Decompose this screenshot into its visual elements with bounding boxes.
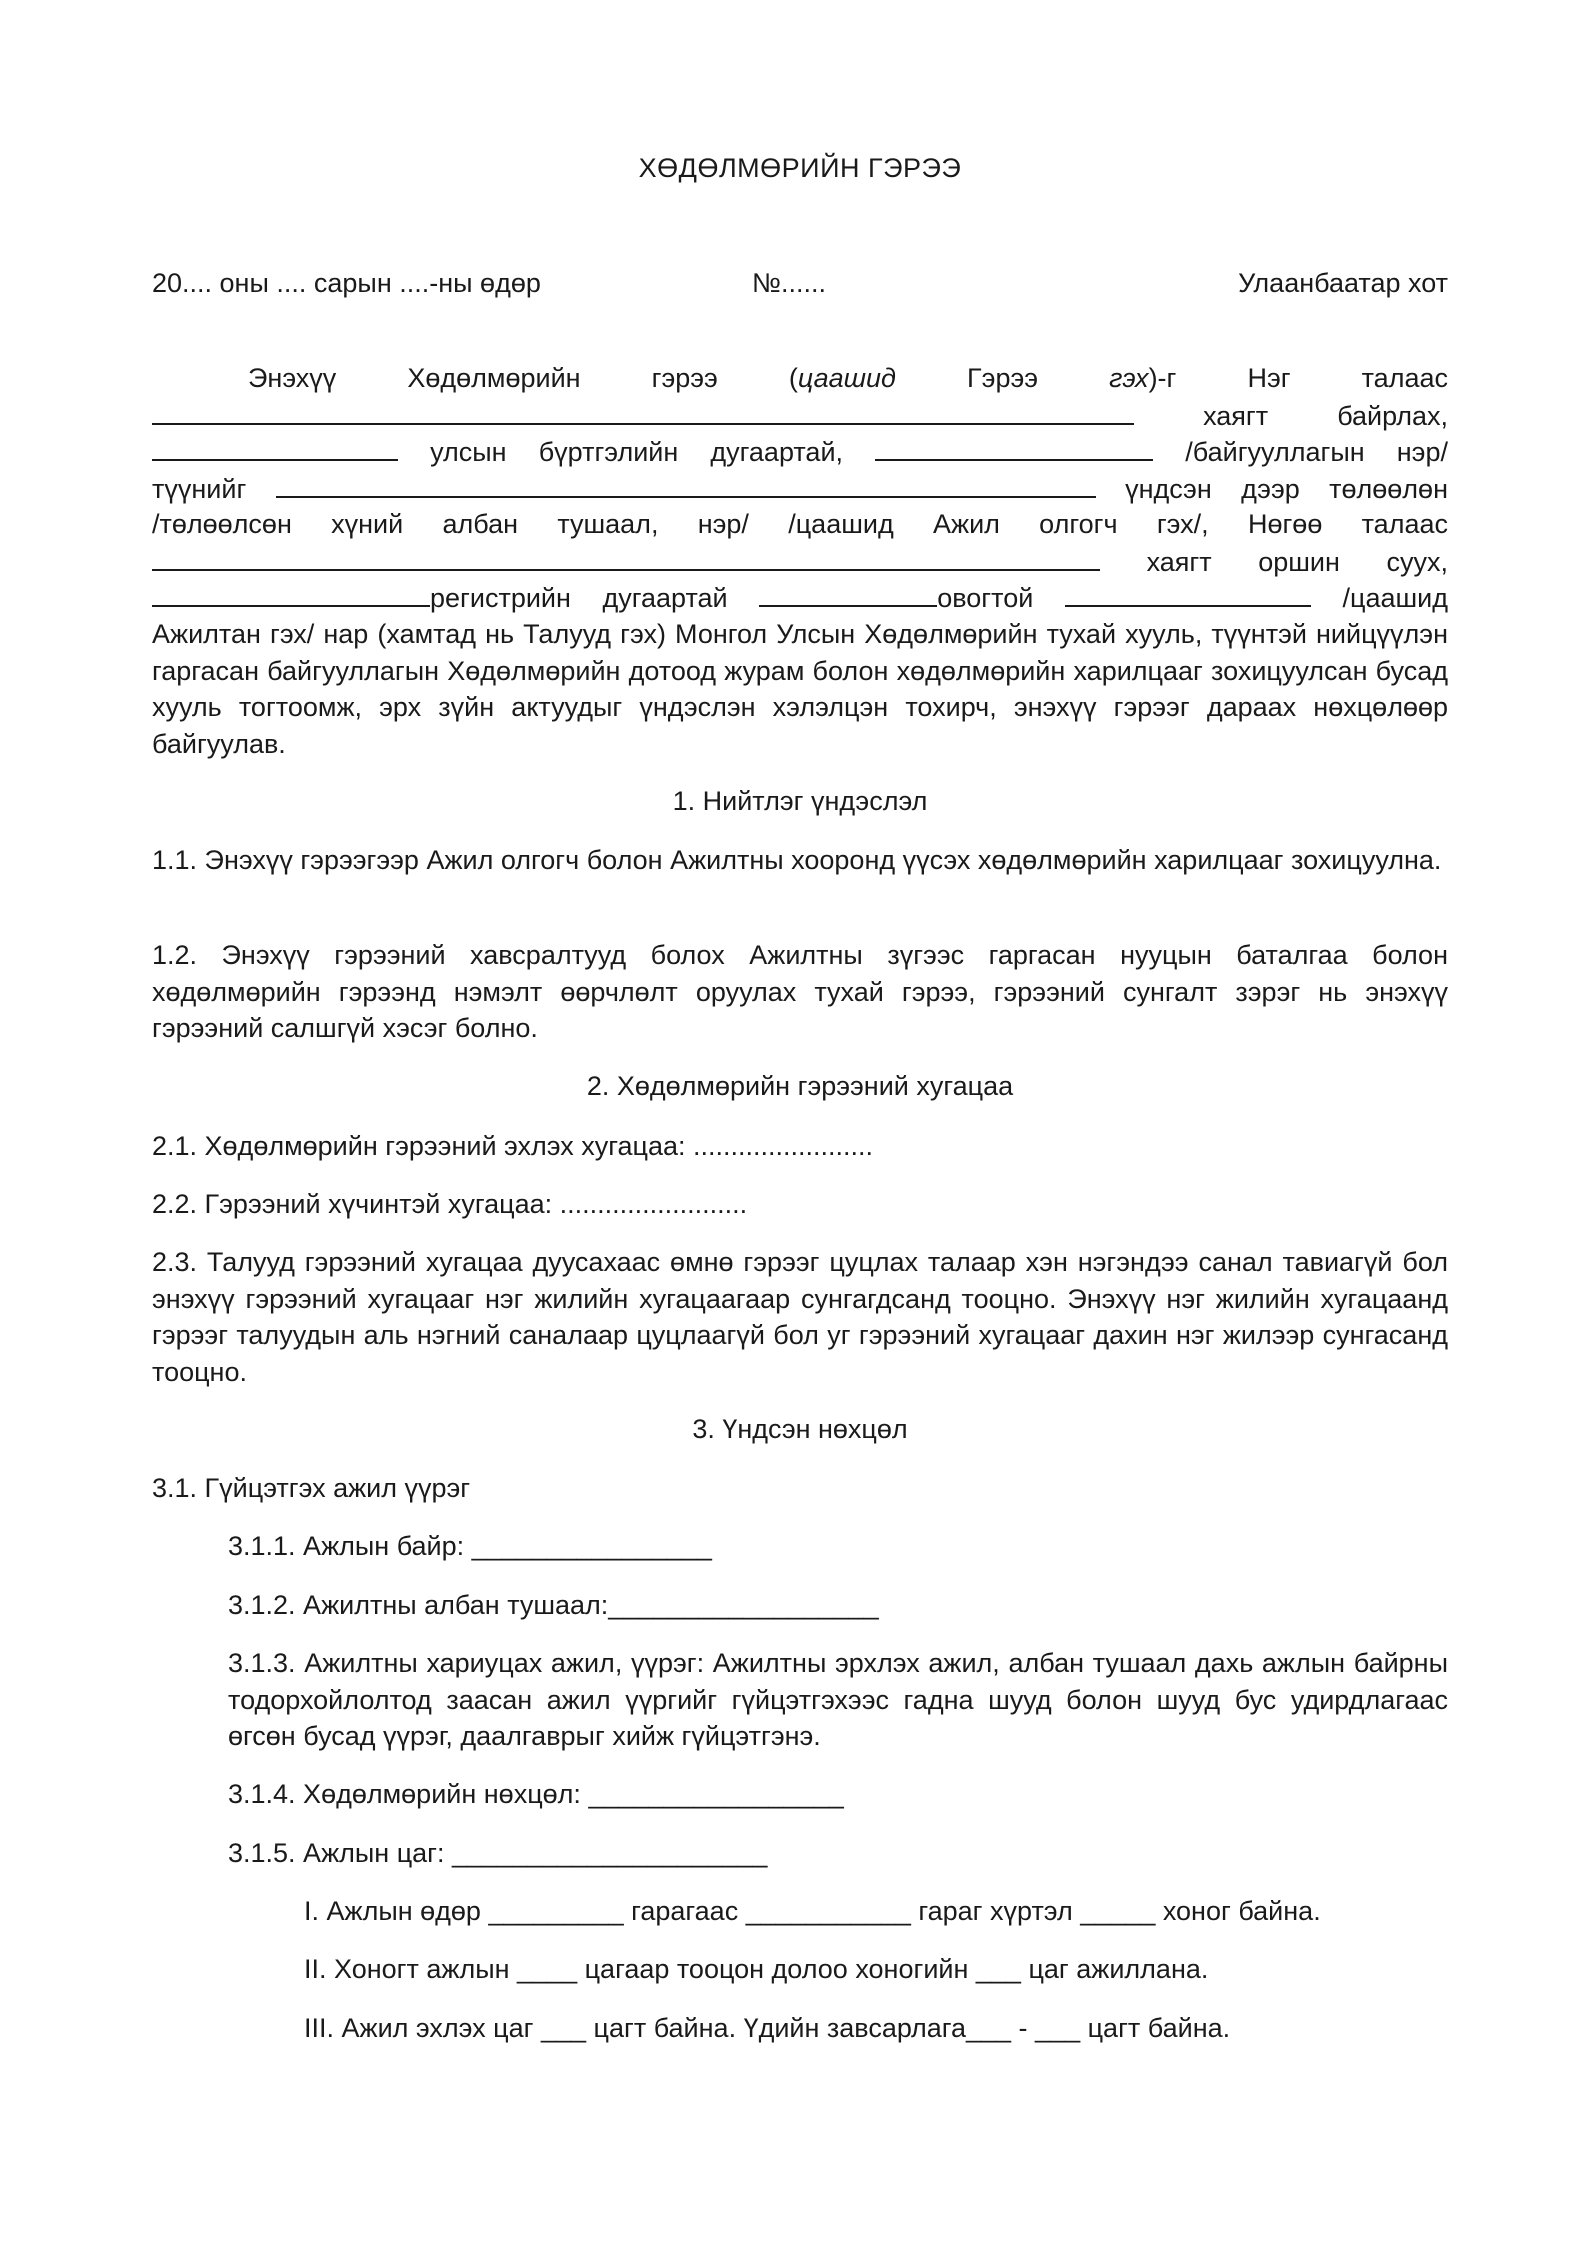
work-hours-item-ii: II. Хоногт ажлын ____ цагаар тооцон долоо хоногийн ___ цаг ажиллана. — [304, 1954, 1209, 1984]
registration-blank[interactable] — [152, 433, 398, 461]
clause-3-1-2: 3.1.2. Ажилтны албан тушаал:__________________ — [228, 1590, 879, 1620]
intro-line-5: /төлөөлсөн хүний албан тушаал, нэр/ /цаашид Ажил олгогч гэх/, Нөгөө талаас — [152, 509, 1448, 539]
work-hours-item-iii: III. Ажил эхлэх цаг ___ цагт байна. Үдийн завсарлага___ - ___ цагт байна. — [304, 2013, 1231, 2043]
contract-city: Улаанбаатар хот — [1238, 268, 1448, 298]
section-3-heading: 3. Үндсэн нөхцөл — [692, 1414, 908, 1444]
contract-date: 20.... оны .... сарын ....-ны өдөр — [152, 268, 541, 298]
section-1-heading: 1. Нийтлэг үндэслэл — [672, 786, 928, 816]
intro-line-7: регистрийн дугаартай овогтой /цаашид — [152, 579, 1448, 617]
intro-line-6: хаягт оршин суух, — [152, 543, 1448, 581]
clause-2-3: 2.3. Талууд гэрээний хугацаа дуусахаас өмнө гэрээг цуцлах талаар хэн нэгэндээ санал тавиагүй бол энэхүү гэрээний хугацааг нэг жилийн хугацаагаар сунгагдсанд тооцно. Энэхүү нэг жилийн хугацаанд гэрээг талуудын аль нэгний саналаар цуцлаагүй бол уг гэрээний хугацааг дахин нэг жилээр сунгасанд тооцно. — [152, 1247, 1448, 1387]
register-number-blank[interactable] — [152, 579, 430, 607]
clause-1-2: 1.2. Энэхүү гэрээний хавсралтууд болох Ажилтны зүгээс гаргасан нууцын баталгаа болон хөдөлмөрийн гэрээнд нэмэлт өөрчлөлт оруулах тухай гэрээ, гэрээний сунгалт зэрэг нь энэхүү гэрээний салшгүй хэсэг болно. — [152, 940, 1448, 1044]
clause-3-1-4: 3.1.4. Хөдөлмөрийн нөхцөл: _________________ — [228, 1779, 844, 1809]
clause-2-1: 2.1. Хөдөлмөрийн гэрээний эхлэх хугацаа: ........................ — [152, 1131, 874, 1161]
intro-line-1: Энэхүү Хөдөлмөрийн гэрээ (цаашид Гэрээ гэх)-г Нэг талаас — [248, 363, 1448, 393]
contract-header — [152, 268, 1448, 304]
work-hours-item-i: I. Ажлын өдөр _________ гарагаас ___________ гараг хүртэл _____ хоног байна. — [304, 1896, 1321, 1926]
clause-3-1: 3.1. Гүйцэтгэх ажил үүрэг — [152, 1473, 471, 1503]
section-2-heading: 2. Хөдөлмөрийн гэрээний хугацаа — [586, 1071, 1014, 1101]
basis-blank[interactable] — [276, 470, 1096, 498]
clause-2-2: 2.2. Гэрээний хүчинтэй хугацаа: ......................... — [152, 1189, 748, 1219]
intro-rest: Ажилтан гэх/ нар (хамтад нь Талууд гэх) Монгол Улсын Хөдөлмөрийн тухай хууль, түүнтэй нийцүүлэн гаргасан байгууллагын Хөдөлмөрийн дотоод журам болон хөдөлмөрийн харилцааг зохицуулсан бусад хууль тогтоомж, эрх зүйн актуудыг үндэслэн хэлэлцэн тохирч, энэхүү гэрээг дараах нөхцөлөөр байгуулав. — [152, 619, 1448, 759]
clause-3-1-5: 3.1.5. Ажлын цаг: _____________________ — [228, 1838, 768, 1868]
address-blank[interactable] — [152, 397, 1134, 425]
name-blank[interactable] — [1065, 579, 1311, 607]
intro-line-3: улсын бүртгэлийн дугаартай, /байгууллагын нэр/ — [152, 433, 1448, 471]
employee-address-blank[interactable] — [152, 543, 1100, 571]
intro-line-2: хаягт байрлах, — [152, 397, 1448, 435]
intro-line-4: түүнийг үндсэн дээр төлөөлөн — [152, 470, 1448, 508]
clause-3-1-1: 3.1.1. Ажлын байр: ________________ — [228, 1531, 712, 1561]
surname-blank[interactable] — [759, 579, 937, 607]
document-title: ХӨДӨЛМӨРИЙН ГЭРЭЭ — [638, 153, 962, 183]
organization-blank[interactable] — [875, 433, 1153, 461]
contract-number: №...... — [752, 268, 826, 298]
clause-1-1: 1.1. Энэхүү гэрээгээр Ажил олгогч болон Ажилтны хооронд үүсэх хөдөлмөрийн харилцааг зохицуулна. — [152, 845, 1442, 875]
clause-3-1-3: 3.1.3. Ажилтны хариуцах ажил, үүрэг: Ажилтны эрхлэх ажил, албан тушаал дахь ажлын байрны тодорхойлолтод заасан ажил үүргийг гүйцэтгэхээс гадна шууд болон шууд бус удирдлагаас өгсөн бусад үүрэг, даалгаврыг хийж гүйцэтгэнэ. — [228, 1648, 1448, 1752]
